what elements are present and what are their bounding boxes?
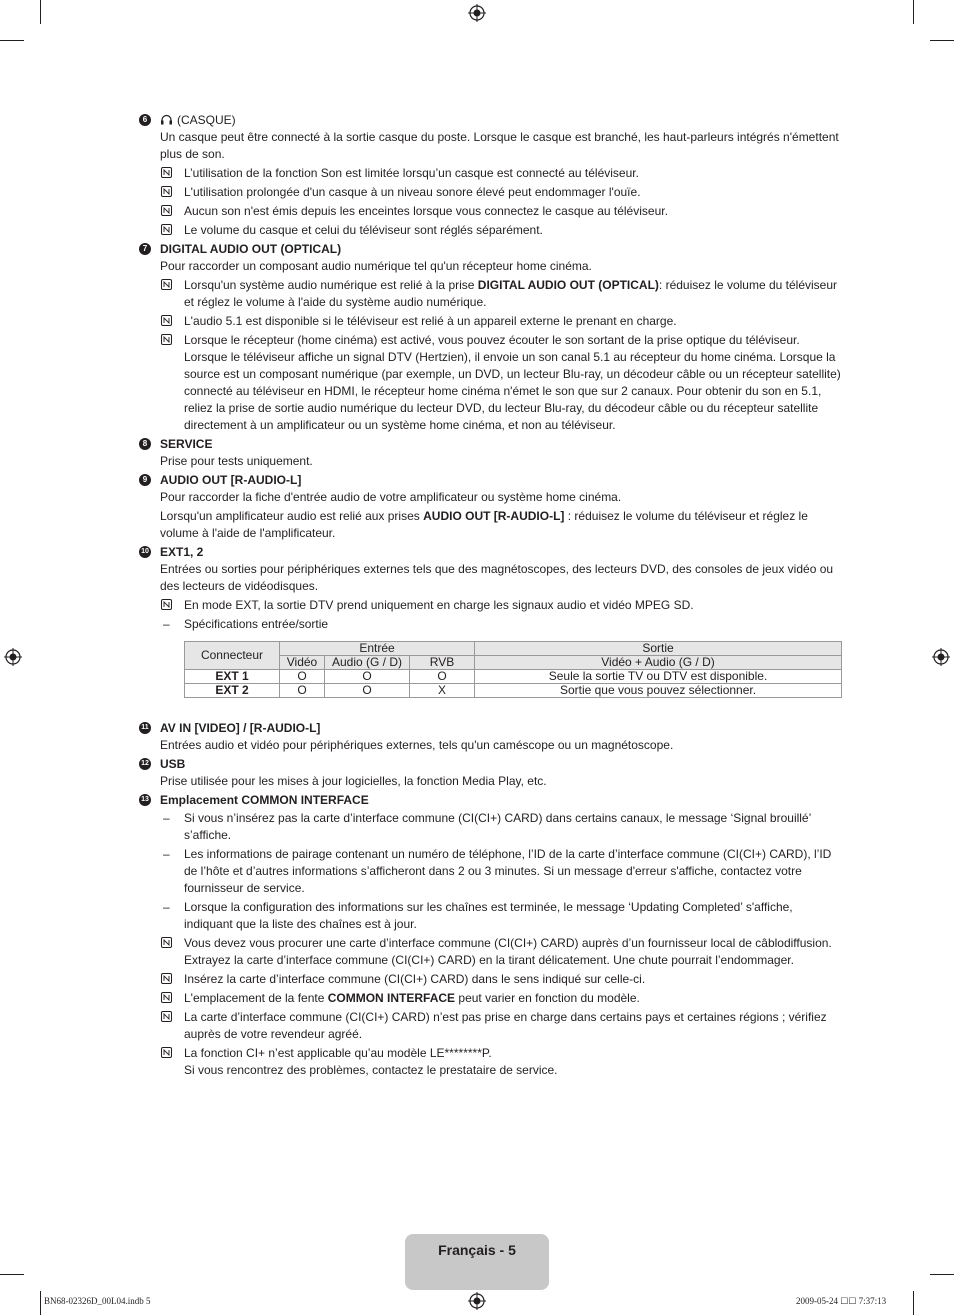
header-sortie: Sortie [475, 642, 842, 656]
note-text: La fonction CI+ n’est applicable qu’au modèle LE********P. [184, 1046, 492, 1060]
section-digital-audio-out [139, 241, 844, 434]
note-text: L'utilisation prolongée d'un casque à un niveau sonore élevé peut endommager l'ouïe. [184, 185, 641, 199]
dash-text: Si vous n’insérez pas la carte d’interface commune (CI(CI+) CARD) dans certains canaux, le message ‘Signal brouillé’ s’affiche. [184, 811, 811, 842]
cell-name: EXT 1 [185, 670, 280, 684]
section-title: USB [160, 757, 186, 771]
note-text: Le volume du casque et celui du téléviseur sont réglés séparément. [184, 223, 543, 237]
note [160, 990, 844, 1007]
registration-mark-icon [468, 1292, 486, 1310]
note [160, 1009, 844, 1043]
note-text: Si vous rencontrez des problèmes, contactez le prestataire de service. [184, 1063, 558, 1077]
dash-text: Les informations de pairage contenant un numéro de téléphone, l’ID de la carte d’interface commune (CI(CI+) CARD), l’ID de l’hôte et d’autres informations s’afficheront dans 2 ou 3 minutes. Si un message d'erreur s'affiche, contactez votre fournisseur de service. [184, 847, 832, 895]
section-number: 10 [139, 546, 151, 558]
note-text: En mode EXT, la sortie DTV prend uniquement en charge les signaux audio et vidéo MPEG SD. [184, 598, 694, 612]
crop-mark [40, 1291, 41, 1315]
note-text: Vous devez vous procurer une carte d’interface commune (CI(CI+) CARD) auprès d’un fournisseur local de câblodiffusion. Extrayez la carte d’interface commune (CI(CI+) CARD) en la tirant délicatement. Une chute pourrait l’endommager. [184, 936, 832, 967]
note-icon [161, 205, 172, 216]
table-row [185, 684, 842, 698]
headphone-icon [160, 114, 173, 125]
note-icon [161, 224, 172, 235]
header-entree: Entrée [280, 642, 475, 656]
crop-mark [930, 1274, 954, 1275]
section-title: AV IN [VIDEO] / [R-AUDIO-L] [160, 721, 321, 735]
crop-mark [0, 1274, 24, 1275]
note [160, 332, 844, 434]
paragraph-text-bold: AUDIO OUT [R-AUDIO-L] [423, 509, 565, 523]
paragraph: Entrées ou sorties pour périphériques externes tels que des magnétoscopes, des lecteurs DVD, des consoles de jeux vidéo ou des lecteurs de vidéodisques. [160, 562, 834, 593]
note [160, 277, 844, 311]
section-number: 8 [139, 438, 151, 450]
note-text: : réduisez le volume du téléviseur et réglez le volume à l'aide du système audio numérique. [184, 278, 837, 309]
dash-item [160, 899, 844, 933]
section-service [139, 436, 844, 470]
note-icon [161, 279, 172, 290]
note-text: L'audio 5.1 est disponible si le téléviseur est relié à un appareil externe le prenant en charge. [184, 314, 677, 328]
crop-mark [40, 0, 41, 24]
section-title: SERVICE [160, 437, 213, 451]
table-row [185, 670, 842, 684]
crop-mark [0, 40, 24, 41]
dash-item [160, 616, 844, 633]
dash-item [160, 810, 844, 844]
page-number-tab [405, 1234, 549, 1290]
note-icon [161, 186, 172, 197]
page-content [139, 111, 844, 1081]
section-usb [139, 756, 844, 790]
section-audio-out [139, 472, 844, 542]
dash-bullet: – [163, 847, 170, 861]
note-text: Lorsque le récepteur (home cinéma) est activé, vous pouvez écouter le son sortant de la prise optique du téléviseur. Lorsque le téléviseur affiche un signal DTV (Hertzien), il envoie un son canal 5.1 au récepteur du home cinéma. Lorsque la source est un composant numérique (par exemple, un DVD, un lecteur Blu-ray, un décodeur câble ou un récepteur satellite) connecté au téléviseur en HDMI, le récepteur home cinéma n'émet le son que sur 2 canaux. Pour obtenir du son en 5.1, reliez la prise de sortie audio numérique du lecteur DVD, du lecteur Blu-ray, du décodeur câble ou du récepteur satellite directement à un amplificateur ou un système home cinéma, et non au téléviseur. [184, 333, 841, 432]
note-text: L'emplacement de la fente [184, 991, 328, 1005]
note-icon [161, 937, 172, 948]
section-title-text: (CASQUE) [177, 113, 236, 127]
paragraph: Prise pour tests uniquement. [160, 454, 313, 468]
print-slug-right: 2009-05-24 ☐☐ 7:37:13 [796, 1296, 887, 1306]
note-icon [161, 599, 172, 610]
paragraph: Prise utilisée pour les mises à jour logicielles, la fonction Media Play, etc. [160, 774, 547, 788]
note-icon [161, 973, 172, 984]
dash-text: Spécifications entrée/sortie [184, 617, 329, 631]
note-icon [161, 1011, 172, 1022]
header-rvb: RVB [410, 656, 475, 670]
table-subheader-row [185, 656, 842, 670]
note [160, 313, 844, 330]
note-text-bold: DIGITAL AUDIO OUT (OPTICAL) [477, 278, 659, 292]
header-audio: Audio (G / D) [325, 656, 410, 670]
section-title: AUDIO OUT [R-AUDIO-L] [160, 473, 302, 487]
registration-mark-icon [4, 648, 22, 666]
note-icon [161, 1047, 172, 1058]
paragraph: Pour raccorder la fiche d'entrée audio de votre amplificateur ou système home cinéma. [160, 490, 622, 504]
section-av-in [139, 720, 844, 754]
note-text: L’utilisation de la fonction Son est limitée lorsqu’un casque est connecté au téléviseur. [184, 166, 639, 180]
cell-rvb: O [410, 670, 475, 684]
note-icon [161, 315, 172, 326]
note-text: Aucun son n'est émis depuis les enceintes lorsque vous connectez le casque au téléviseur. [184, 204, 668, 218]
note-text: peut varier en fonction du modèle. [455, 991, 640, 1005]
cell-rvb: X [410, 684, 475, 698]
section-number: 6 [139, 114, 151, 126]
section-number: 13 [139, 794, 151, 806]
note [160, 971, 844, 988]
registration-mark-icon [932, 648, 950, 666]
section-title [160, 112, 844, 129]
dash-bullet: – [163, 900, 170, 914]
cell-name: EXT 2 [185, 684, 280, 698]
page-label: Français - 5 [438, 1242, 516, 1258]
header-video: Vidéo [280, 656, 325, 670]
table-header-row [185, 642, 842, 656]
dash-text: Lorsque la configuration des informations sur les chaînes est terminée, le message ‘Updating Completed’ s'affiche, indiquant que la liste des chaînes est à jour. [184, 900, 793, 931]
cell-audio: O [325, 670, 410, 684]
section-number: 11 [139, 722, 151, 734]
registration-mark-icon [468, 4, 486, 22]
note-icon [161, 334, 172, 345]
paragraph: Pour raccorder un composant audio numérique tel qu'un récepteur home cinéma. [160, 259, 592, 273]
section-title-text: COMMON INTERFACE [241, 793, 369, 807]
header-sortie-sub: Vidéo + Audio (G / D) [475, 656, 842, 670]
dash-bullet: – [163, 617, 170, 631]
dash-bullet: – [163, 811, 170, 825]
cell-video: O [280, 684, 325, 698]
paragraph [160, 508, 844, 542]
note-icon [161, 992, 172, 1003]
note [160, 203, 844, 220]
note [160, 222, 844, 239]
note-text: Insérez la carte d’interface commune (CI(CI+) CARD) dans le sens indiqué sur celle-ci. [184, 972, 646, 986]
section-number: 7 [139, 243, 151, 255]
note [160, 935, 844, 969]
crop-mark [913, 1291, 914, 1315]
note [160, 184, 844, 201]
section-title-prefix: Emplacement [160, 793, 242, 807]
paragraph-text: : réduisez le volume du téléviseur et réglez le volume à l'aide de l'amplificateur. [160, 509, 808, 540]
note-text-bold: COMMON INTERFACE [327, 991, 456, 1005]
header-connecteur: Connecteur [185, 642, 280, 670]
cell-audio: O [325, 684, 410, 698]
cell-out: Seule la sortie TV ou DTV est disponible. [475, 670, 842, 684]
note-text: Lorsqu'un système audio numérique est relié à la prise [184, 278, 478, 292]
section-title [160, 792, 844, 809]
cell-video: O [280, 670, 325, 684]
section-common-interface [139, 792, 844, 1079]
note-text: La carte d’interface commune (CI(CI+) CARD) n’est pas prise en charge dans certains pays et certaines régions ; vérifiez auprès de votre revendeur agréé. [184, 1010, 827, 1041]
section-number: 12 [139, 758, 151, 770]
print-slug-left: BN68-02326D_00L04.indb 5 [44, 1296, 151, 1306]
note [160, 1045, 844, 1079]
section-casque [139, 112, 844, 239]
cell-out: Sortie que vous pouvez sélectionner. [475, 684, 842, 698]
note [160, 165, 844, 182]
section-title: EXT1, 2 [160, 545, 204, 559]
section-ext [139, 544, 844, 698]
note-icon [161, 167, 172, 178]
paragraph: Un casque peut être connecté à la sortie casque du poste. Lorsque le casque est branché, les haut-parleurs intégrés n'émettent plus de son. [160, 130, 839, 161]
paragraph: Entrées audio et vidéo pour périphériques externes, tels qu'un caméscope ou un magnétoscope. [160, 738, 674, 752]
crop-mark [913, 0, 914, 24]
io-spec-table [184, 641, 842, 698]
section-title: DIGITAL AUDIO OUT (OPTICAL) [160, 242, 342, 256]
section-number: 9 [139, 474, 151, 486]
crop-mark [930, 40, 954, 41]
note [160, 597, 844, 614]
paragraph-text: Lorsqu'un amplificateur audio est relié aux prises [160, 509, 424, 523]
dash-item [160, 846, 844, 897]
